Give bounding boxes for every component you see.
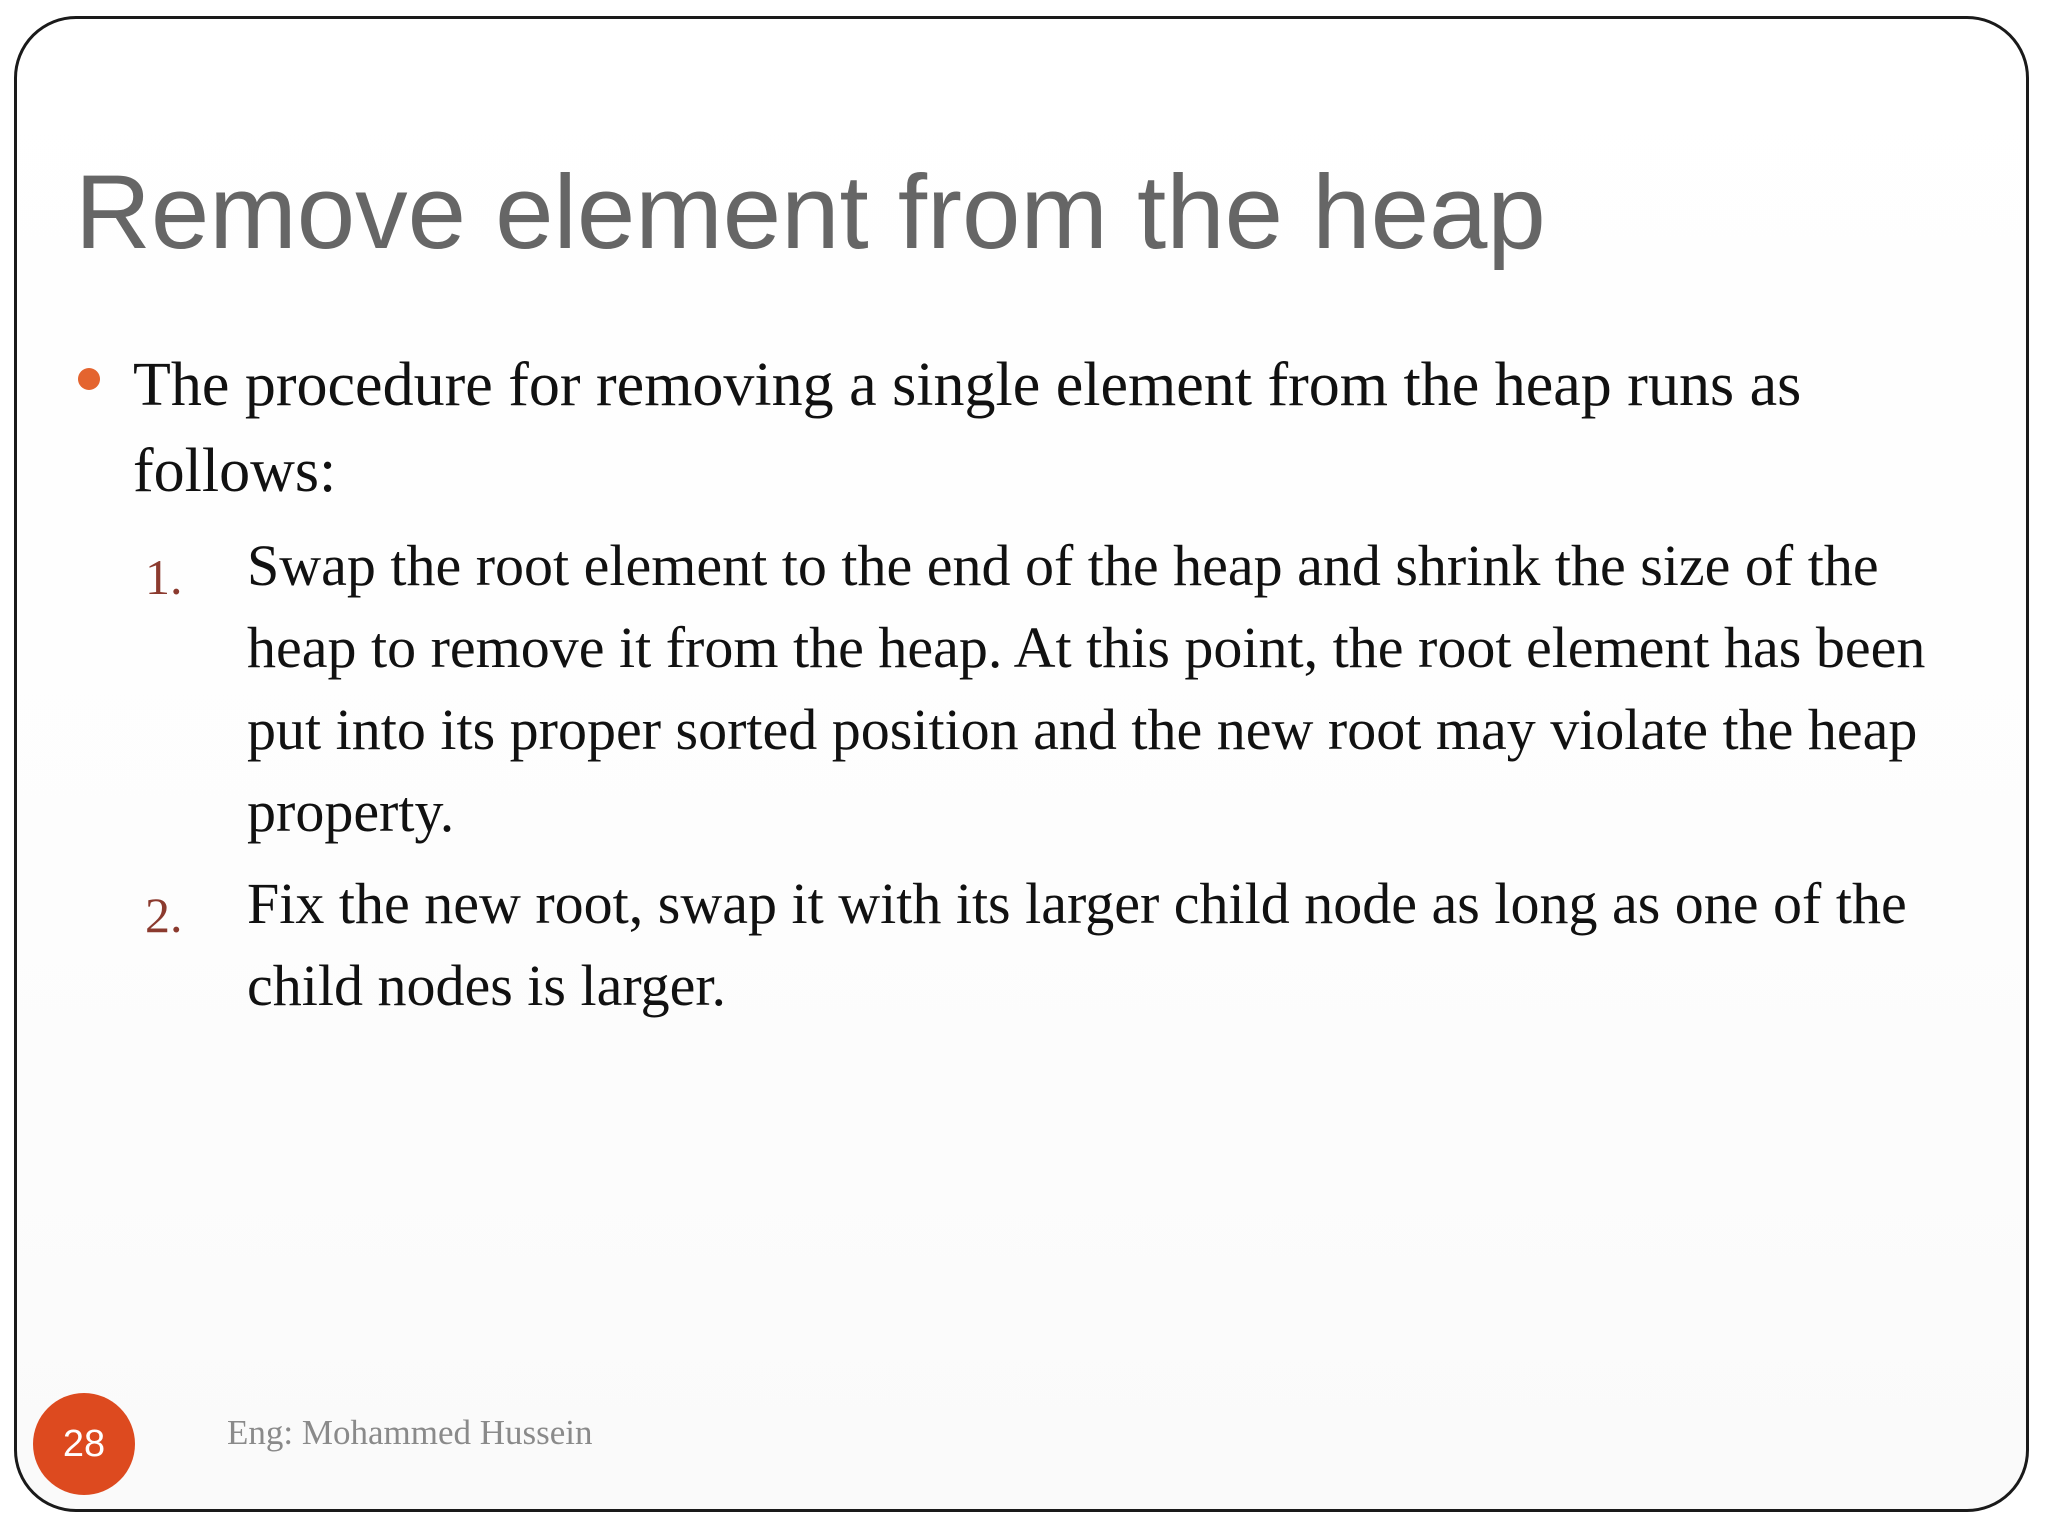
- bullet-dot-icon: [78, 368, 100, 390]
- slide-title: Remove element from the heap: [75, 154, 1546, 271]
- page-number-badge: 28: [33, 1393, 135, 1495]
- bullet-text: The procedure for removing a single element from the heap runs as follows:: [133, 351, 1802, 505]
- footer-author: Eng: Mohammed Hussein: [227, 1413, 593, 1452]
- step-number: 1.: [145, 549, 183, 605]
- step-number: 2.: [145, 887, 183, 943]
- step-text: Swap the root element to the end of the heap and shrink the size of the heap to remove it from the heap. At this point, the root element has been put into its proper sorted position and the new root may violate the heap property.: [247, 533, 1926, 844]
- step-text: Fix the new root, swap it with its larger child node as long as one of the child nodes is larger.: [247, 871, 1907, 1018]
